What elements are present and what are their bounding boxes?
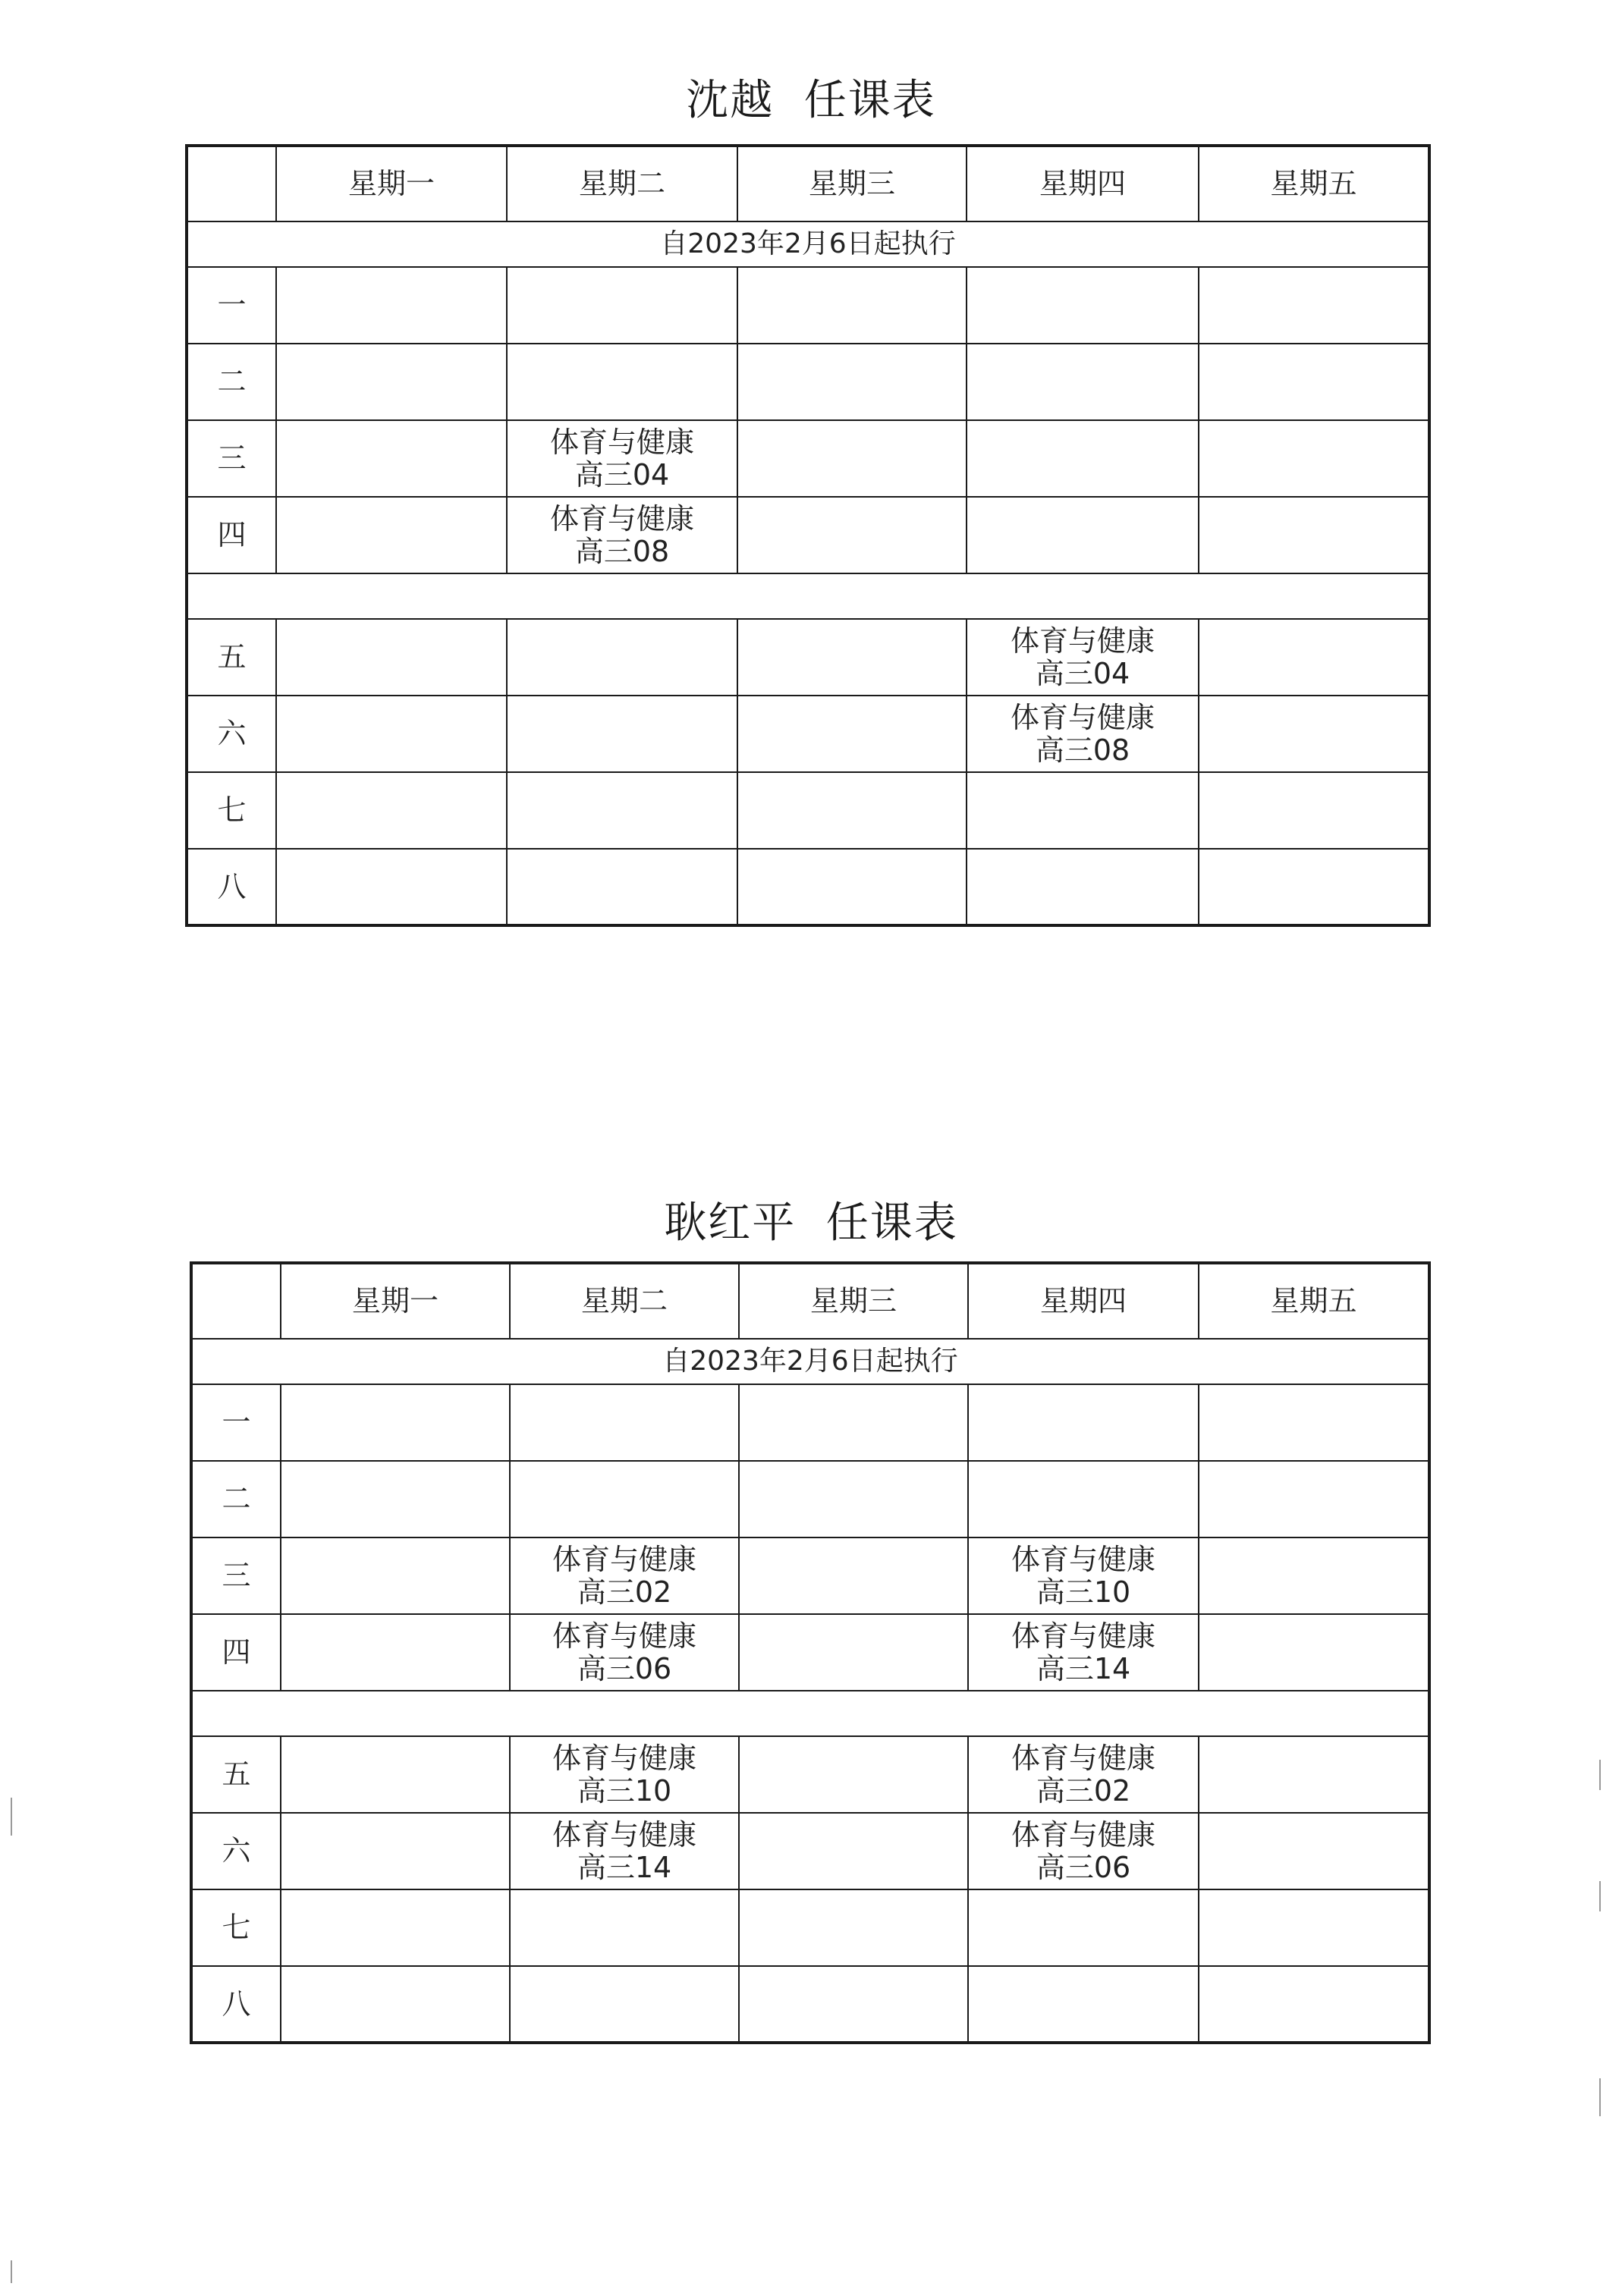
schedule-cell <box>276 849 507 925</box>
schedule-cell <box>281 1736 510 1813</box>
schedule-cell <box>967 849 1199 925</box>
day-header-tue: 星期二 <box>510 1263 739 1339</box>
schedule-cell <box>276 497 507 573</box>
scan-artifact <box>11 1798 12 1836</box>
schedule-cell <box>510 1736 739 1813</box>
schedule-cell <box>739 1736 968 1813</box>
course-name: 体育与健康 <box>1011 1542 1155 1576</box>
class-name: 高三04 <box>574 457 670 492</box>
schedule-cell <box>276 772 507 849</box>
schedule-cell <box>737 849 967 925</box>
scan-artifact <box>1599 1760 1601 1790</box>
schedule-cell <box>281 1614 510 1691</box>
schedule-cell <box>968 1813 1199 1889</box>
course-name: 体育与健康 <box>1011 1741 1155 1775</box>
day-header-wed: 星期三 <box>737 146 967 221</box>
day-header-mon: 星期一 <box>276 146 507 221</box>
schedule-cell <box>967 772 1199 849</box>
day-header-thu: 星期四 <box>968 1263 1199 1339</box>
period-label: 七 <box>187 772 276 849</box>
schedule-cell <box>1199 1537 1429 1614</box>
period-label: 八 <box>187 849 276 925</box>
schedule-cell <box>968 1537 1199 1614</box>
schedule-cell <box>968 1614 1199 1691</box>
schedule-shen-yue <box>0 0 1622 941</box>
schedule-cell <box>1199 1889 1429 1966</box>
schedule-cell <box>737 344 967 420</box>
lunch-break-row <box>187 573 1429 619</box>
schedule-cell <box>737 619 967 696</box>
schedule-cell <box>276 619 507 696</box>
schedule-cell <box>967 267 1199 344</box>
period-row <box>187 849 1429 925</box>
period-row <box>191 1461 1429 1537</box>
schedule-cell <box>1199 1461 1429 1537</box>
schedule-cell <box>739 1614 968 1691</box>
period-row <box>187 267 1429 344</box>
schedule-cell <box>739 1461 968 1537</box>
schedule-geng-hongping <box>0 1115 1622 2056</box>
schedule-cell <box>737 420 967 497</box>
class-name: 高三04 <box>1035 656 1130 690</box>
period-label: 五 <box>191 1736 281 1813</box>
schedule-cell <box>1199 619 1429 696</box>
scan-artifact <box>1599 1881 1601 1911</box>
schedule-cell <box>276 267 507 344</box>
period-row <box>191 1614 1429 1691</box>
period-label: 一 <box>191 1384 281 1461</box>
schedule-cell <box>967 344 1199 420</box>
schedule-cell <box>739 1966 968 2043</box>
schedule-cell <box>281 1813 510 1889</box>
lunch-break-row <box>191 1691 1429 1736</box>
schedule-cell <box>968 1889 1199 1966</box>
schedule-cell <box>510 1813 739 1889</box>
course-name: 体育与健康 <box>1011 1619 1155 1653</box>
day-header-thu: 星期四 <box>967 146 1199 221</box>
schedule-cell <box>510 1537 739 1614</box>
effective-date: 自2023年2月6日起执行 <box>191 1339 1429 1384</box>
schedule-cell <box>737 772 967 849</box>
class-name: 高三02 <box>577 1575 672 1609</box>
schedule-cell <box>1199 849 1429 925</box>
class-name: 高三08 <box>1035 733 1130 767</box>
lunch-break <box>187 573 1429 619</box>
schedule-cell <box>737 497 967 573</box>
period-row <box>187 772 1429 849</box>
scan-artifact <box>1599 2078 1601 2116</box>
period-label: 八 <box>191 1966 281 2043</box>
schedule-cell <box>276 696 507 772</box>
schedule-cell <box>1199 344 1429 420</box>
schedule-cell <box>968 1736 1199 1813</box>
day-header-tue: 星期二 <box>507 146 737 221</box>
schedule-cell <box>967 696 1199 772</box>
timetable <box>190 1261 1431 2044</box>
class-name: 高三02 <box>1036 1773 1131 1808</box>
scan-artifact <box>11 2260 12 2283</box>
schedule-cell <box>739 1813 968 1889</box>
schedule-cell <box>276 344 507 420</box>
class-name: 高三06 <box>577 1651 672 1685</box>
course-name: 体育与健康 <box>1010 623 1155 658</box>
class-name: 高三10 <box>1036 1575 1131 1609</box>
period-label: 四 <box>187 497 276 573</box>
period-label: 五 <box>187 619 276 696</box>
effective-date-row <box>191 1339 1429 1384</box>
schedule-cell <box>967 497 1199 573</box>
period-label: 六 <box>191 1813 281 1889</box>
period-row <box>191 1537 1429 1614</box>
course-name: 体育与健康 <box>1010 700 1155 734</box>
header-row <box>187 146 1429 221</box>
course-name: 体育与健康 <box>552 1542 696 1576</box>
schedule-cell <box>510 1889 739 1966</box>
period-label: 三 <box>187 420 276 497</box>
period-row <box>191 1384 1429 1461</box>
period-row <box>187 619 1429 696</box>
period-row <box>187 497 1429 573</box>
schedule-cell <box>737 696 967 772</box>
course-name: 体育与健康 <box>549 425 694 459</box>
schedule-cell <box>739 1889 968 1966</box>
schedule-cell <box>737 267 967 344</box>
period-row <box>191 1813 1429 1889</box>
schedule-cell <box>968 1966 1199 2043</box>
period-label: 七 <box>191 1889 281 1966</box>
period-label: 六 <box>187 696 276 772</box>
timetable <box>185 144 1431 927</box>
schedule-cell <box>739 1537 968 1614</box>
schedule-cell <box>276 420 507 497</box>
schedule-cell <box>1199 1736 1429 1813</box>
course-name: 体育与健康 <box>1011 1817 1155 1852</box>
class-name: 高三14 <box>577 1850 672 1884</box>
schedule-cell <box>510 1461 739 1537</box>
course-name: 体育与健康 <box>552 1741 696 1775</box>
schedule-cell <box>507 420 737 497</box>
schedule-cell <box>281 1889 510 1966</box>
schedule-cell <box>281 1537 510 1614</box>
period-row <box>191 1966 1429 2043</box>
period-label: 二 <box>187 344 276 420</box>
lunch-break <box>191 1691 1429 1736</box>
schedule-cell <box>507 849 737 925</box>
period-label: 四 <box>191 1614 281 1691</box>
schedule-cell <box>507 344 737 420</box>
corner-cell <box>187 146 276 221</box>
schedule-cell <box>1199 497 1429 573</box>
class-name: 高三08 <box>574 534 670 568</box>
schedule-cell <box>967 619 1199 696</box>
schedule-title: 耿红平 任课表 <box>664 1198 958 1248</box>
schedule-cell <box>507 267 737 344</box>
schedule-cell <box>281 1461 510 1537</box>
period-label: 三 <box>191 1537 281 1614</box>
schedule-cell <box>1199 696 1429 772</box>
course-name: 体育与健康 <box>549 501 694 536</box>
schedule-cell <box>1199 267 1429 344</box>
course-name: 体育与健康 <box>552 1619 696 1653</box>
period-row <box>191 1889 1429 1966</box>
corner-cell <box>191 1263 281 1339</box>
schedule-cell <box>510 1966 739 2043</box>
class-name: 高三14 <box>1036 1651 1131 1685</box>
schedule-cell <box>1199 420 1429 497</box>
schedule-cell <box>281 1384 510 1461</box>
schedule-cell <box>507 497 737 573</box>
period-row <box>187 696 1429 772</box>
schedule-cell <box>968 1384 1199 1461</box>
day-header-mon: 星期一 <box>281 1263 510 1339</box>
period-label: 二 <box>191 1461 281 1537</box>
schedule-cell <box>510 1614 739 1691</box>
day-header-fri: 星期五 <box>1199 146 1429 221</box>
period-row <box>191 1736 1429 1813</box>
schedule-cell <box>1199 1614 1429 1691</box>
period-row <box>187 344 1429 420</box>
period-label: 一 <box>187 267 276 344</box>
schedule-cell <box>1199 1966 1429 2043</box>
schedule-cell <box>1199 1813 1429 1889</box>
class-name: 高三06 <box>1036 1850 1131 1884</box>
schedule-cell <box>507 619 737 696</box>
day-header-wed: 星期三 <box>739 1263 968 1339</box>
schedule-cell <box>739 1384 968 1461</box>
schedule-cell <box>281 1966 510 2043</box>
schedule-cell <box>510 1384 739 1461</box>
schedule-cell <box>967 420 1199 497</box>
header-row <box>191 1263 1429 1339</box>
schedule-cell <box>968 1461 1199 1537</box>
effective-date: 自2023年2月6日起执行 <box>187 221 1429 267</box>
effective-date-row <box>187 221 1429 267</box>
schedule-title: 沈越 任课表 <box>686 76 936 125</box>
course-name: 体育与健康 <box>552 1817 696 1852</box>
schedule-cell <box>1199 1384 1429 1461</box>
period-row <box>187 420 1429 497</box>
class-name: 高三10 <box>577 1773 672 1808</box>
schedule-cell <box>507 772 737 849</box>
schedule-cell <box>507 696 737 772</box>
day-header-fri: 星期五 <box>1199 1263 1429 1339</box>
schedule-cell <box>1199 772 1429 849</box>
